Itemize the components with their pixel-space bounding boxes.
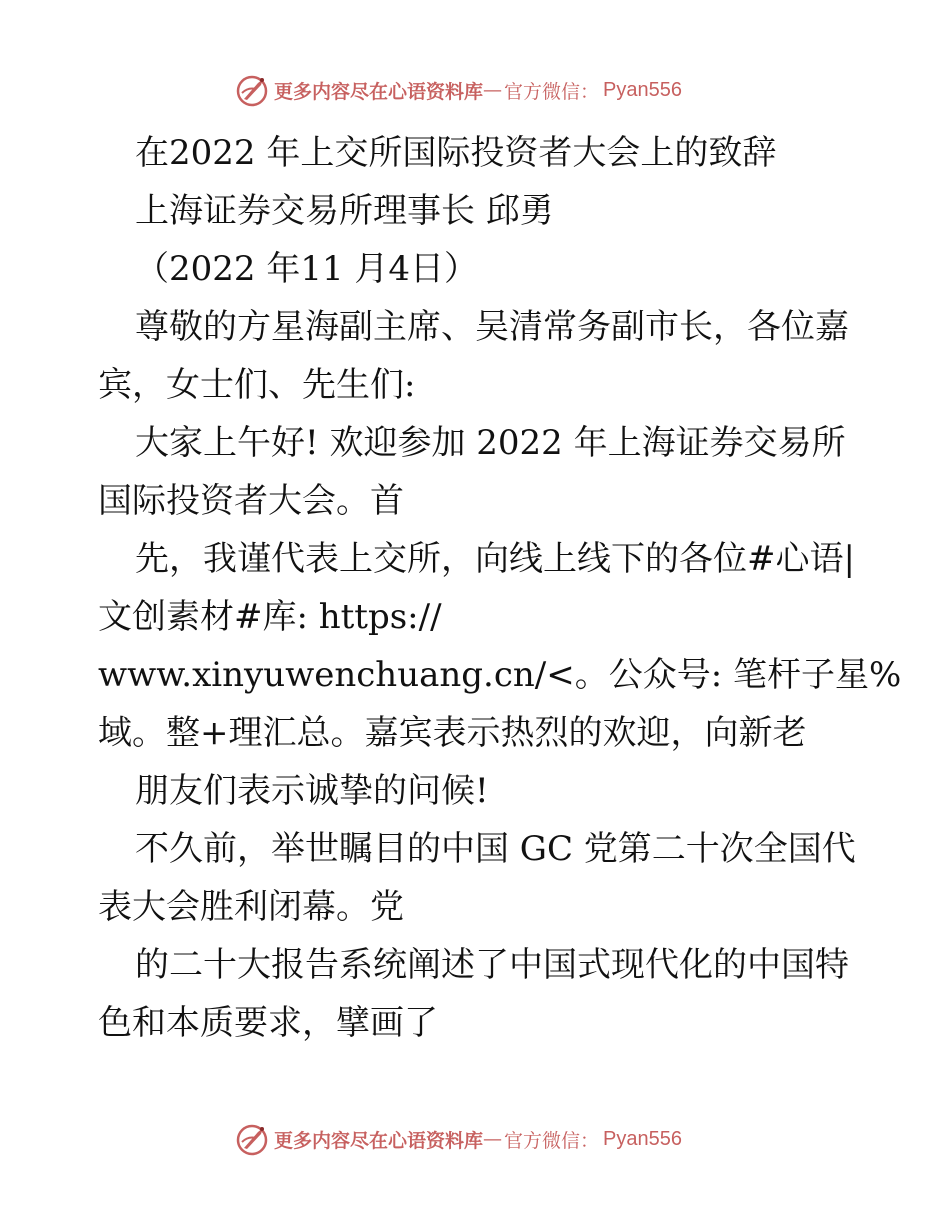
text-line: 尊敬的方星海副主席、吴清常务副市长，各位嘉: [135, 307, 849, 347]
watermark-wechat-id: Pyan556: [603, 1127, 682, 1150]
watermark-footer: [236, 1121, 682, 1157]
watermark-dash: —: [483, 79, 503, 101]
text-line: 国际投资者大会。首: [98, 481, 404, 521]
watermark-wechat-label: 官方微信：: [504, 80, 600, 103]
speaker-line: 上海证券交易所理事长 邱勇: [135, 191, 554, 231]
pen-logo-icon: [236, 73, 270, 107]
text-line: 宾，女士们、先生们:: [98, 365, 416, 405]
pen-logo-icon: [236, 1122, 270, 1156]
watermark-header: [236, 72, 682, 108]
text-line: 文创素材#库: https://: [98, 597, 442, 637]
watermark-wechat-id: Pyan556: [603, 78, 682, 101]
watermark-text: 更多内容尽在心语资料库: [274, 80, 484, 103]
watermark-dash: —: [483, 1128, 503, 1150]
watermark-wechat-label: 官方微信：: [504, 1129, 600, 1152]
text-line: 色和本质要求，擘画了: [98, 1003, 438, 1043]
text-line: 域。整+理汇总。嘉宾表示热烈的欢迎，向新老: [98, 713, 807, 753]
text-line: www.xinyuwenchuang.cn/<。公众号: 笔杆子星%: [98, 655, 902, 695]
document-title: 在2022 年上交所国际投资者大会上的致辞: [135, 133, 777, 173]
watermark-text: 更多内容尽在心语资料库: [274, 1129, 484, 1152]
text-line: 不久前，举世瞩目的中国 GC 党第二十次全国代: [135, 829, 856, 869]
document-body: [98, 124, 902, 1052]
date-line: （2022 年11 月4日）: [135, 249, 479, 289]
text-line: 先，我谨代表上交所，向线上线下的各位#心语|: [135, 539, 855, 579]
text-line: 的二十大报告系统阐述了中国式现代化的中国特: [135, 945, 849, 985]
text-line: 大家上午好! 欢迎参加 2022 年上海证券交易所: [135, 423, 846, 463]
text-line: 表大会胜利闭幕。党: [98, 887, 404, 927]
text-line: 朋友们表示诚挚的问候!: [135, 771, 489, 811]
